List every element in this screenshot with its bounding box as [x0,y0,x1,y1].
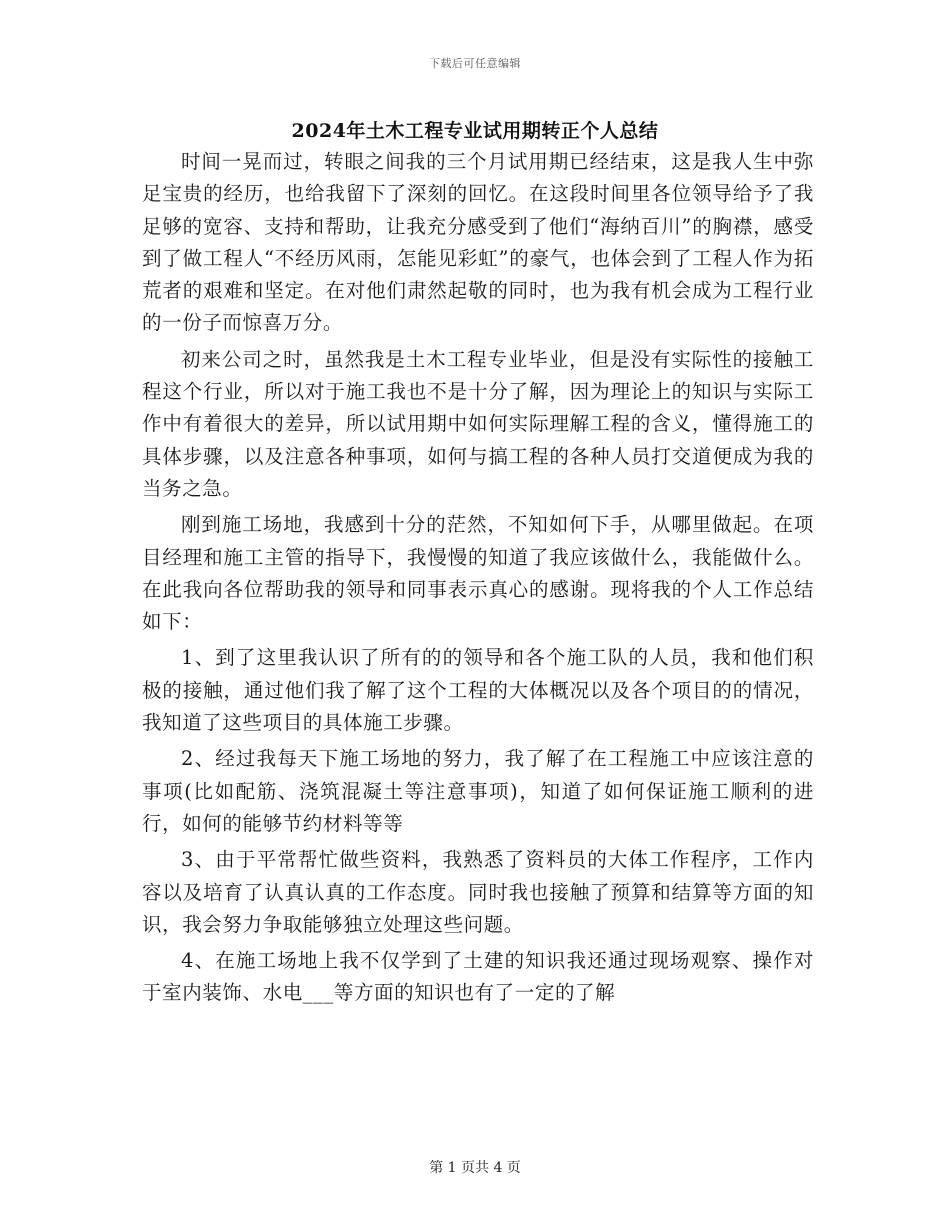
document-body [142,146,814,1010]
paragraph-item-2: 2、经过我每天下施工场地的努力，我了解了在工程施工中应该注意的事项(比如配筋、浇筑混凝土等注意事项)，知道了如何保证施工顺利的进行，如何的能够节约材料等等 [142,747,814,835]
paragraph-item-1: 1、到了这里我认识了所有的的领导和各个施工队的人员，我和他们积极的接触，通过他们我了解了这个工程的大体概况以及各个项目的的情况，我知道了这些项目的具体施工步骤。 [142,646,814,735]
paragraph-intro: 时间一晃而过，转眼之间我的三个月试用期已经结束，这是我人生中弥足宝贵的经历，也给我留下了深刻的回忆。在这段时间里各位领导给予了我足够的宽容、支持和帮助，让我充分感受到了他们“海纳百川”的胸襟，感受到了做工程人“不经历风雨，怎能见彩虹”的豪气，也体会到了工程人作为拓荒者的艰难和坚定。在对他们肃然起敬的同时，也为我有机会成为工程行业的一份子而惊喜万分。 [142,150,814,335]
paragraph-item-3: 3、由于平常帮忙做些资料，我熟悉了资料员的大体工作程序，工作内容以及培育了认真认真的工作态度。同时我也接触了预算和结算等方面的知识，我会努力争取能够独立处理这些问题。 [142,848,814,936]
paragraph-site: 刚到施工场地，我感到十分的茫然，不知如何下手，从哪里做起。在项目经理和施工主管的指导下，我慢慢的知道了我应该做什么，我能做什么。在此我向各位帮助我的领导和同事表示真心的感谢。现将我的个人工作总结如下： [142,513,814,634]
paragraph-joining: 初来公司之时，虽然我是土木工程专业毕业，但是没有实际性的接触工程这个行业，所以对于施工我也不是十分了解，因为理论上的知识与实际工作中有着很大的差异，所以试用期中如何实际理解工程的含义，懂得施工的具体步骤，以及注意各种事项，如何与搞工程的各种人员打交道便成为我的当务之急。 [142,347,814,500]
paragraph-item-4: 4、在施工场地上我不仅学到了土建的知识我还通过现场观察、操作对于室内装饰、水电___等方面的知识也有了一定的了解 [142,949,814,1005]
header-note: 下载后可任意编辑 [429,57,521,70]
page-number: 第 1 页共 4 页 [429,1160,521,1176]
document-title: 2024年土木工程专业试用期转正个人总结 [291,120,659,142]
